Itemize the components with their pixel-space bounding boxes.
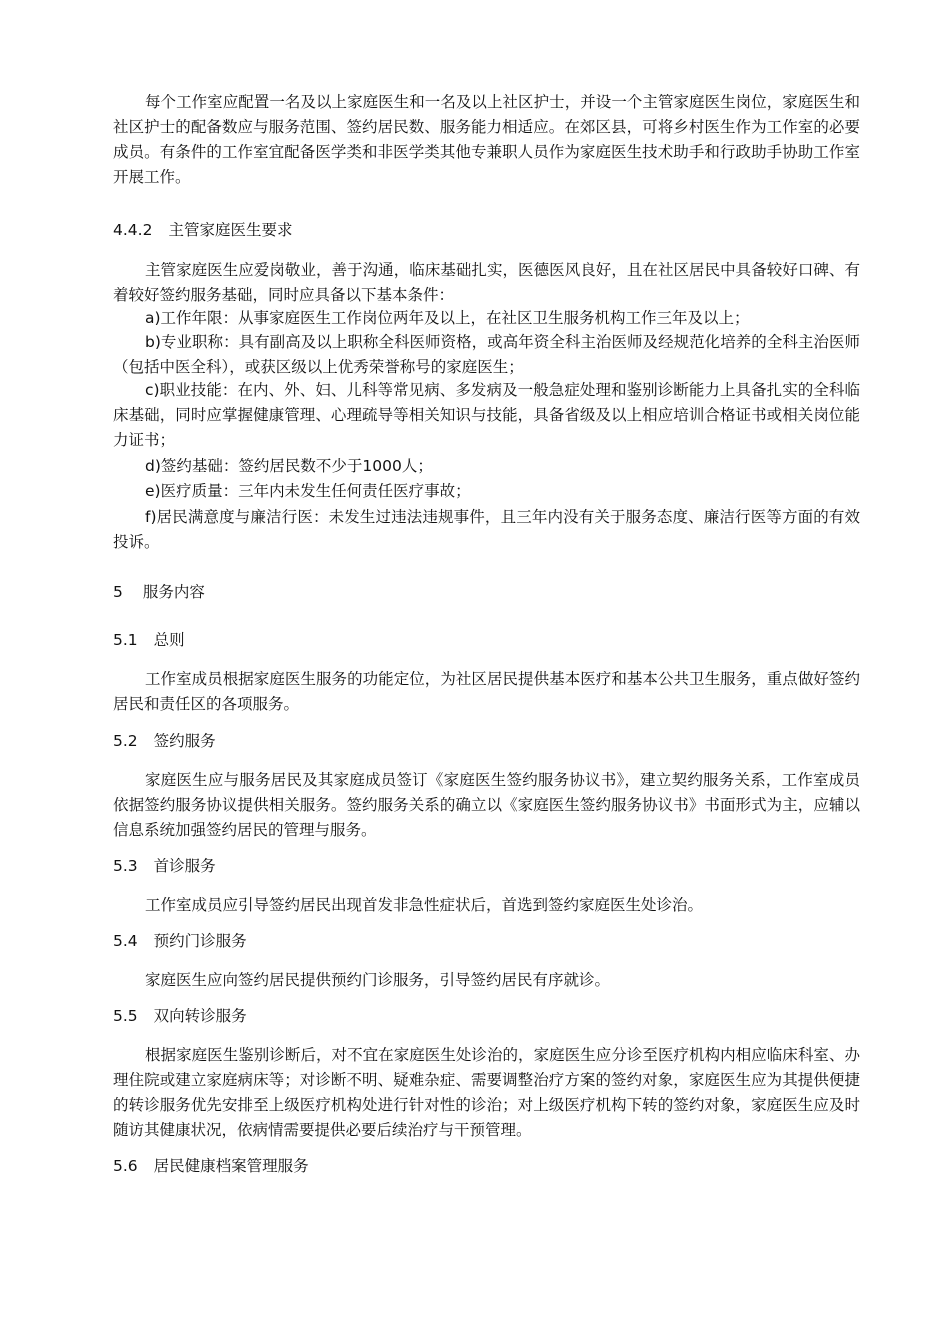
heading-5-4 xyxy=(113,931,247,951)
paragraph-5-3: 工作室成员应引导签约居民出现首发非急性症状后，首选到签约家庭医生处诊治。 xyxy=(145,896,704,914)
heading-5-6 xyxy=(113,1156,309,1176)
list-item-f: f)居民满意度与廉洁行医：未发生过违法违规事件，且三年内没有关于服务态度、廉洁行医等方面的有效投诉。 xyxy=(113,508,860,551)
section-number: 5.4 xyxy=(113,932,138,950)
heading-4-4-2 xyxy=(113,220,292,240)
section-number: 5 xyxy=(113,583,123,601)
paragraph-4-4-2: 主管家庭医生应爱岗敬业，善于沟通，临床基础扎实，医德医风良好，且在社区居民中具备较好口碑、有着较好签约服务基础，同时应具备以下基本条件： xyxy=(113,261,860,304)
heading-5-3 xyxy=(113,856,216,876)
section-title: 主管家庭医生要求 xyxy=(168,221,293,239)
heading-5 xyxy=(113,582,205,602)
section-title: 总则 xyxy=(153,631,185,649)
section-number: 5.2 xyxy=(113,732,138,750)
section-number: 5.1 xyxy=(113,631,138,649)
section-number: 5.5 xyxy=(113,1007,138,1025)
section-number: 5.3 xyxy=(113,857,138,875)
section-number: 5.6 xyxy=(113,1157,138,1175)
heading-5-2 xyxy=(113,731,216,751)
list-item-b: b)专业职称：具有副高及以上职称全科医师资格，或高年资全科主治医师及经规范化培养的全科主治医师（包括中医全科），或获区级以上优秀荣誉称号的家庭医生； xyxy=(113,333,860,376)
section-number: 4.4.2 xyxy=(113,221,153,239)
paragraph-5-2: 家庭医生应与服务居民及其家庭成员签订《家庭医生签约服务协议书》，建立契约服务关系，工作室成员依据签约服务协议提供相关服务。签约服务关系的确立以《家庭医生签约服务协议书》书面形式为主，应辅以信息系统加强签约居民的管理与服务。 xyxy=(113,771,860,839)
section-title: 双向转诊服务 xyxy=(153,1007,247,1025)
list-item-e: e)医疗质量：三年内未发生任何责任医疗事故； xyxy=(145,482,471,500)
heading-5-1 xyxy=(113,630,185,650)
section-title: 服务内容 xyxy=(142,583,205,601)
paragraph-5-1: 工作室成员根据家庭医生服务的功能定位，为社区居民提供基本医疗和基本公共卫生服务，重点做好签约居民和责任区的各项服务。 xyxy=(113,670,860,713)
list-item-a: a)工作年限：从事家庭医生工作岗位两年及以上，在社区卫生服务机构工作三年及以上； xyxy=(145,309,750,327)
list-item-d: d)签约基础：签约居民数不少于1000人； xyxy=(145,457,433,475)
paragraph-4-4-1: 每个工作室应配置一名及以上家庭医生和一名及以上社区护士，并设一个主管家庭医生岗位，家庭医生和社区护士的配备数应与服务范围、签约居民数、服务能力相适应。在郊区县，可将乡村医生作为工作室的必要成员。有条件的工作室宜配备医学类和非医学类其他专兼职人员作为家庭医生技术助手和行政助手协助工作室开展工作。 xyxy=(113,93,860,186)
paragraph-5-5: 根据家庭医生鉴别诊断后，对不宜在家庭医生处诊治的，家庭医生应分诊至医疗机构内相应临床科室、办理住院或建立家庭病床等；对诊断不明、疑难杂症、需要调整治疗方案的签约对象，家庭医生应为其提供便捷的转诊服务优先安排至上级医疗机构处进行针对性的诊治；对上级医疗机构下转的签约对象，家庭医生应及时随访其健康状况，依病情需要提供必要后续治疗与干预管理。 xyxy=(113,1046,860,1139)
heading-5-5 xyxy=(113,1006,247,1026)
paragraph-5-4: 家庭医生应向签约居民提供预约门诊服务，引导签约居民有序就诊。 xyxy=(145,971,611,989)
section-title: 签约服务 xyxy=(153,732,216,750)
list-item-c: c)职业技能：在内、外、妇、儿科等常见病、多发病及一般急症处理和鉴别诊断能力上具备扎实的全科临床基础，同时应掌握健康管理、心理疏导等相关知识与技能，具备省级及以上相应培训合格证书或相关岗位能力证书； xyxy=(113,381,860,449)
section-title: 预约门诊服务 xyxy=(153,932,247,950)
section-title: 首诊服务 xyxy=(153,857,216,875)
section-title: 居民健康档案管理服务 xyxy=(153,1157,309,1175)
